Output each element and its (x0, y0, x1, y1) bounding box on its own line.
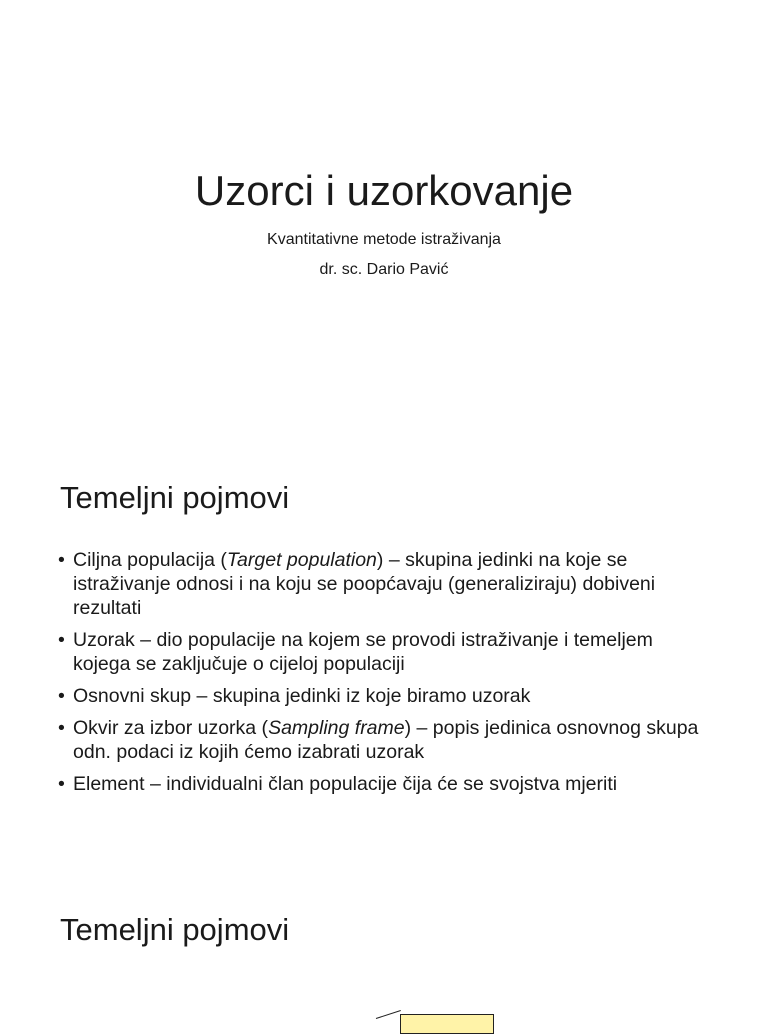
bullet-text-before: Ciljna populacija ( (73, 549, 227, 571)
bullet-icon: • (58, 549, 65, 571)
presentation-title: Uzorci i uzorkovanje (194, 167, 574, 214)
diagram-label-box (400, 1014, 494, 1034)
bullet-text-before: Osnovni skup – skupina jedinki iz koje biramo uzorak (73, 685, 531, 707)
bullet-text-before: Okvir za izbor uzorka ( (73, 717, 269, 739)
bullet-icon: • (58, 717, 65, 739)
author-name: dr. sc. Dario Pavić (319, 261, 449, 278)
content-slide-basic-concepts-diagram (0, 864, 768, 1024)
bullet-text-italic: Sampling frame (268, 717, 405, 739)
content-slide-basic-concepts (0, 432, 768, 864)
bullet-icon: • (58, 685, 65, 707)
slide-heading: Temeljni pojmovi (60, 912, 290, 947)
bullet-text-after: ) – popis jedinica osnovnog skupa odn. podaci iz kojih ćemo izabrati uzorak (73, 717, 699, 763)
bullet-item-sampling-frame (58, 716, 708, 764)
bullet-icon: • (58, 773, 65, 795)
diagram-connector-line (376, 1010, 401, 1019)
bullet-text-before: Element – individualni član populacije čija će se svojstva mjeriti (73, 773, 618, 795)
bullet-item-sample (58, 628, 708, 676)
bullet-text-before: Uzorak – dio populacije na kojem se provodi istraživanje i temeljem kojega se zaključuje o cijeloj populaciji (73, 629, 653, 675)
course-subtitle: Kvantitativne metode istraživanja (267, 231, 501, 248)
bullet-item-basic-set (58, 684, 708, 708)
title-slide (0, 0, 768, 432)
slide-heading: Temeljni pojmovi (60, 480, 290, 515)
bullet-text-after: ) – skupina jedinki na koje se istraživanje odnosi i na koju se poopćavaju (generaliziraju) dobiveni rezultati (73, 549, 656, 619)
bullet-icon: • (58, 629, 65, 651)
bullet-item-element (58, 772, 708, 796)
bullet-item-target-population (58, 548, 708, 620)
bullet-text-italic: Target population (226, 549, 377, 571)
bullet-list (58, 548, 708, 804)
